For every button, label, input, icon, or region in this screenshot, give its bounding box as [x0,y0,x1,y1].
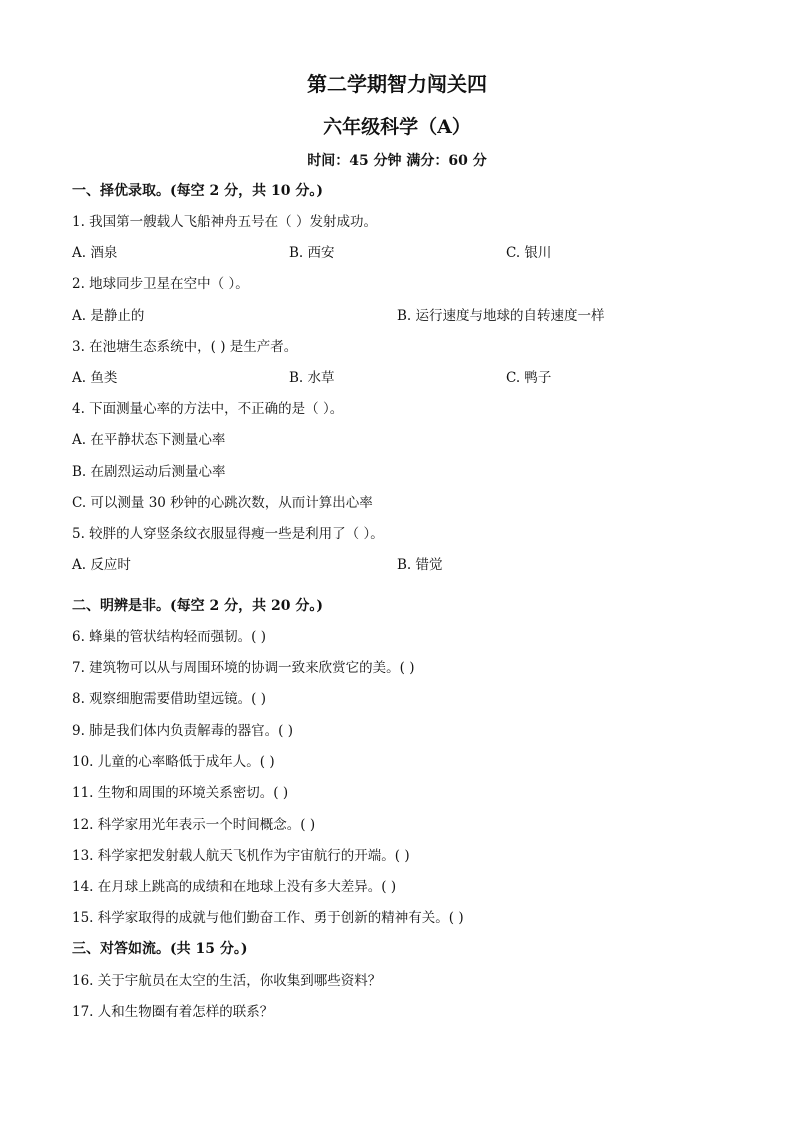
question-17: 17. 人和生物圈有着怎样的联系？ [72,1004,274,1020]
section2-heading: 二、明辨是非。(每空 2 分，共 20 分。) [72,598,323,614]
q1-option-b: B. 西安 [289,245,335,261]
q5-option-b: B. 错觉 [397,557,443,573]
exam-title: 第二学期智力闯关四 [307,72,487,96]
question-2: 2. 地球同步卫星在空中（ ）。 [72,276,249,292]
q4-option-a: A. 在平静状态下测量心率 [72,432,226,448]
question-14: 14. 在月球上跳高的成绩和在地球上没有多大差异。( ) [72,879,397,895]
q4-option-c: C. 可以测量 30 秒钟的心跳次数，从而计算出心率 [72,495,373,511]
question-6: 6. 蜂巢的管状结构轻而强韧。( ) [72,629,266,645]
question-8: 8. 观察细胞需要借助望远镜。( ) [72,691,266,707]
section3-heading: 三、对答如流。(共 15 分。) [72,941,248,957]
q1-option-c: C. 银川 [506,245,552,261]
question-4: 4. 下面测量心率的方法中，不正确的是（ ）。 [72,401,344,417]
q5-option-a: A. 反应时 [72,557,131,573]
q3-option-b: B. 水草 [289,370,335,386]
exam-subtitle: 六年级科学（A） [323,116,471,138]
question-7: 7. 建筑物可以从与周围环境的协调一致来欣赏它的美。( ) [72,660,415,676]
question-16: 16. 关于宇航员在太空的生活，你收集到哪些资料？ [72,973,382,989]
q3-option-c: C. 鸭子 [506,370,552,386]
question-11: 11. 生物和周围的环境关系密切。( ) [72,785,289,801]
q1-option-a: A. 酒泉 [72,245,118,261]
question-15: 15. 科学家取得的成就与他们勤奋工作、勇于创新的精神有关。( ) [72,910,464,926]
q2-option-a: A. 是静止的 [72,308,145,324]
question-9: 9. 肺是我们体内负责解毒的器官。( ) [72,723,293,739]
question-3: 3. 在池塘生态系统中，( ) 是生产者。 [72,339,298,355]
section1-heading: 一、择优录取。(每空 2 分，共 10 分。) [72,183,323,199]
question-13: 13. 科学家把发射载人航天飞机作为宇宙航行的开端。( ) [72,848,410,864]
question-12: 12. 科学家用光年表示一个时间概念。( ) [72,817,316,833]
question-5: 5. 较胖的人穿竖条纹衣服显得瘦一些是利用了（ ）。 [72,526,384,542]
exam-time-score: 时间：45 分钟 满分：60 分 [307,153,487,169]
q2-option-b: B. 运行速度与地球的自转速度一样 [397,308,605,324]
q3-option-a: A. 鱼类 [72,370,118,386]
question-1: 1. 我国第一艘载人飞船神舟五号在（ ）发射成功。 [72,214,377,230]
question-10: 10. 儿童的心率略低于成年人。( ) [72,754,275,770]
q4-option-b: B. 在剧烈运动后测量心率 [72,464,226,480]
